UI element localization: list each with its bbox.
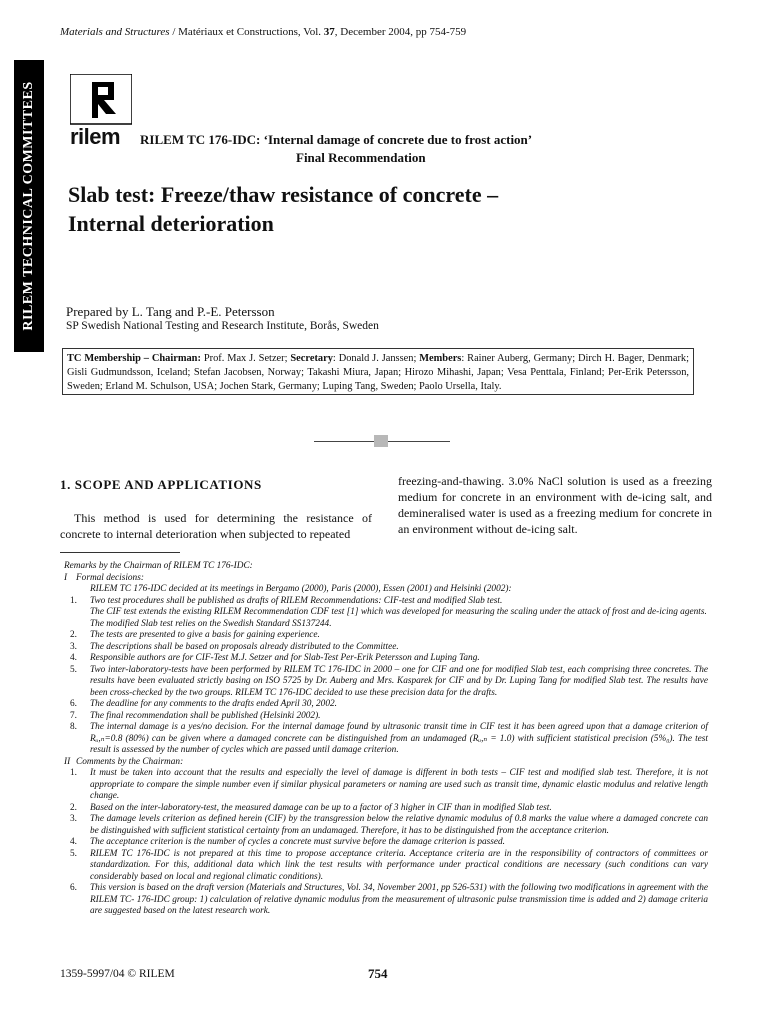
remark-item-number: 7. (70, 710, 77, 721)
remarks-part-2-title: Comments by the Chairman: (76, 756, 184, 767)
remark-item-number: 6. (70, 883, 77, 893)
remark-item-text: Responsible authors are for CIF-Test M.J. Setzer and for Slab-Test Per-Erik Petersson and Luping Tang. (90, 653, 480, 663)
section-heading: 1. SCOPE AND APPLICATIONS (60, 477, 262, 492)
remark-item-text: The tests are presented to give a basis for gaining experience. (90, 630, 320, 640)
institute: SP Swedish National Testing and Research Institute, Borås, Sweden (66, 320, 379, 332)
side-band-label: RILEM TECHNICAL COMMITTEES (21, 81, 36, 331)
journal-name: Materials and Structures (60, 26, 170, 38)
membership-chairman: Prof. Max J. Setzer; (200, 353, 291, 364)
remark-item-number: 6. (70, 699, 77, 709)
remark-item-text: The descriptions shall be based on proposals already distributed to the Committee. (90, 641, 399, 652)
remark-item (64, 619, 708, 631)
remark-item-text: It must be taken into account that the results and especially the level of damage is different in both tests – CIF test and modified slab test. Therefore, it is not appropriate to compare the simple number even if similar physical parameters or naming are used such as transit time, dynamic elastic modulus and relative length change. (90, 768, 708, 801)
chairman-remarks (64, 561, 708, 918)
remark-item (64, 883, 708, 918)
remark-item-number: 4. (70, 653, 77, 663)
remarks-part-1-title: Formal decisions: (76, 572, 144, 583)
remark-item-text: The acceptance criterion is the number of cycles a concrete must survive before the damage criterion is passed. (90, 837, 505, 847)
remark-item-number: 4. (70, 837, 77, 847)
remark-item (64, 803, 708, 815)
committee-line: RILEM TC 176-IDC: ‘Internal damage of concrete due to frost action’ (140, 132, 533, 147)
remarks-part-1-list (64, 596, 708, 757)
remark-item (64, 665, 708, 700)
membership-secretary: : Donald J. Janssen; (332, 353, 420, 364)
remark-item (64, 630, 708, 642)
remark-item-number: 3. (70, 814, 77, 824)
membership-label: TC Membership – Chairman: (67, 353, 201, 364)
remark-item (64, 849, 708, 884)
remark-item (64, 837, 708, 849)
remark-item-number: 8. (70, 722, 77, 732)
remarks-intro: Remarks by the Chairman of RILEM TC 176-IDC: (64, 561, 253, 571)
remark-item (64, 711, 708, 723)
separator-box (374, 435, 388, 447)
scope-paragraph-left: This method is used for determining the resistance of concrete to internal deterioration when subjected to repeated (60, 511, 372, 541)
remark-item-text: The internal damage is a yes/no decision. For the internal damage found by ultrasonic transit time in CIF test it has been agreed upon that a damage criterion of Rᵤ,ₙ=0.8 (80%) can be given where a damaged concrete can be distinguished from an undamaged (Rᵤ,ₙ = 1.0) with sufficient statistical precision (5%₀). The test result is assessed by the number of cycles which are passed until damage criterion. (90, 722, 708, 755)
remark-item-text: The CIF test extends the existing RILEM Recommendation CDF test [1] which was developed for measuring the scaling under the attack of frost and de-icing agents. (90, 607, 707, 617)
page-title (68, 180, 668, 238)
remark-item (64, 642, 708, 654)
journal-volume: 37 (323, 26, 335, 38)
remark-item-text: The final recommendation shall be published (Helsinki 2002). (90, 710, 321, 721)
membership-box (62, 348, 694, 395)
remarks-part-2-heading (64, 757, 708, 769)
journal-citation-part: / Matériaux et Constructions, Vol. (169, 26, 324, 38)
title-line-2: Internal deterioration (68, 211, 274, 236)
issn-copyright: 1359-5997/04 © RILEM (60, 968, 175, 980)
remark-item (64, 722, 708, 757)
remark-item-number (70, 619, 90, 631)
remark-item-number: 5. (70, 664, 77, 675)
membership-secretary-label: Secretary (290, 353, 333, 364)
committee-subline: Final Recommendation (296, 150, 426, 165)
side-band (14, 60, 44, 352)
remark-item-text: This version is based on the draft version (Materials and Structures, Vol. 34, November 2001, pp 526-531) with the following two modifications in agreement with the RILEM TC- 176-IDC group: 1) calculation of relative dynamic modulus from the measurement of ultrasonic pulse transmission time is added and 2) damage criteria are suggested based on the latest research work. (90, 883, 708, 916)
remark-item (64, 814, 708, 837)
remark-item-number (70, 607, 90, 619)
remark-item (64, 768, 708, 803)
remarks-part-1-num: I (64, 572, 68, 583)
remarks-part-1-heading (64, 573, 708, 585)
remark-item-text: The modified Slab test relies on the Swedish Standard SS137244. (90, 618, 332, 629)
remark-item-number: 5. (70, 848, 77, 859)
remark-item-text: The deadline for any comments to the drafts ended April 30, 2002. (90, 699, 337, 709)
membership-members-label: Members (419, 353, 462, 364)
remarks-part-2-list (64, 768, 708, 918)
remark-item (64, 653, 708, 665)
remark-item-text: Two test procedures shall be published as drafts of RILEM Recommendations: CIF-test and modified Slab test. (90, 595, 503, 606)
remark-item (64, 699, 708, 711)
remark-item-text: Based on the inter-laboratory-test, the measured damage can be up to a factor of 3 higher in CIF than in modified Slab test. (90, 802, 552, 813)
remark-item-text: RILEM TC 176-IDC is not prepared at this time to propose acceptance criteria. Acceptance criteria are in the responsibility of contractors of committees or standardization. For this, additional data which link the test results with performance under practical conditions are necessary (such conditions can vary considerably based on local and regional climatic conditions). (90, 848, 708, 882)
remark-item (64, 607, 708, 619)
separator-line-right (388, 441, 450, 442)
footnote-rule (60, 552, 180, 553)
remarks-part-2-num: II (64, 756, 71, 767)
journal-citation (60, 26, 466, 38)
remark-item-number: 1. (70, 768, 77, 778)
remark-item-text: The damage levels criterion as defined herein (CIF) by the transgression below the relative dynamic modulus of 0.8 marks the value where a damaged concrete can be distinguished with sufficient statistical certainty from an undamaged. Therefore, it has to be distinguished from the acceptance criterion. (90, 814, 708, 836)
remark-item-number: 2. (70, 630, 77, 640)
remarks-part-1-lead: RILEM TC 176-IDC decided at its meetings in Bergamo (2000), Paris (2000), Essen (2001) and Helsinki (2002): (90, 584, 512, 594)
remark-item-number: 2. (70, 802, 77, 813)
remark-item-number: 3. (70, 641, 77, 652)
rilem-logo-text: rilem (70, 124, 121, 149)
title-line-1: Slab test: Freeze/thaw resistance of concrete – (68, 182, 499, 207)
remark-item (64, 596, 708, 608)
scope-paragraph-right: freezing-and-thawing. 3.0% NaCl solution is used as a freezing medium for concrete in an environment with de-icing salt, and demineralised water is used as a freezing medium for concrete in an environment without de-icing salt. (398, 474, 712, 536)
remark-item-number: 1. (70, 595, 77, 606)
separator-line-left (314, 441, 374, 442)
journal-date-pages: , December 2004, pp 754-759 (334, 26, 467, 38)
page-number: 754 (368, 966, 388, 981)
remark-item-text: Two inter-laboratory-tests have been performed by RILEM TC 176-IDC in 2000 – one for CIF and one for modified Slab test, each comprising three concretes. The results have been evaluated strictly basing on ISO 5725 by Dr. Auberg and Mrs. Kasparek for CIF and by Dr. Luping Tang for modified Slab test. The results have been cross-checked by the two groups. RILEM TC 176-IDC decided to use these precision data for the drafts. (90, 664, 708, 698)
prepared-by: Prepared by L. Tang and P.-E. Petersson (66, 304, 275, 319)
membership-members: : Rainer Auberg, Germany; Dirch H. Bager, Denmark; Gisli Gudmundsson, Iceland; Stefan Jacobsen, Norway; Takashi Miura, Japan; Hirozo Mihashi, Japan; Vesa Penttala, Finland; Per-Erik Petersson, Sweden; Erland M. Schulson, USA; Jochen Stark, Germany; Luping Tang, Sweden; Paolo Ursella, Italy. (67, 353, 689, 392)
